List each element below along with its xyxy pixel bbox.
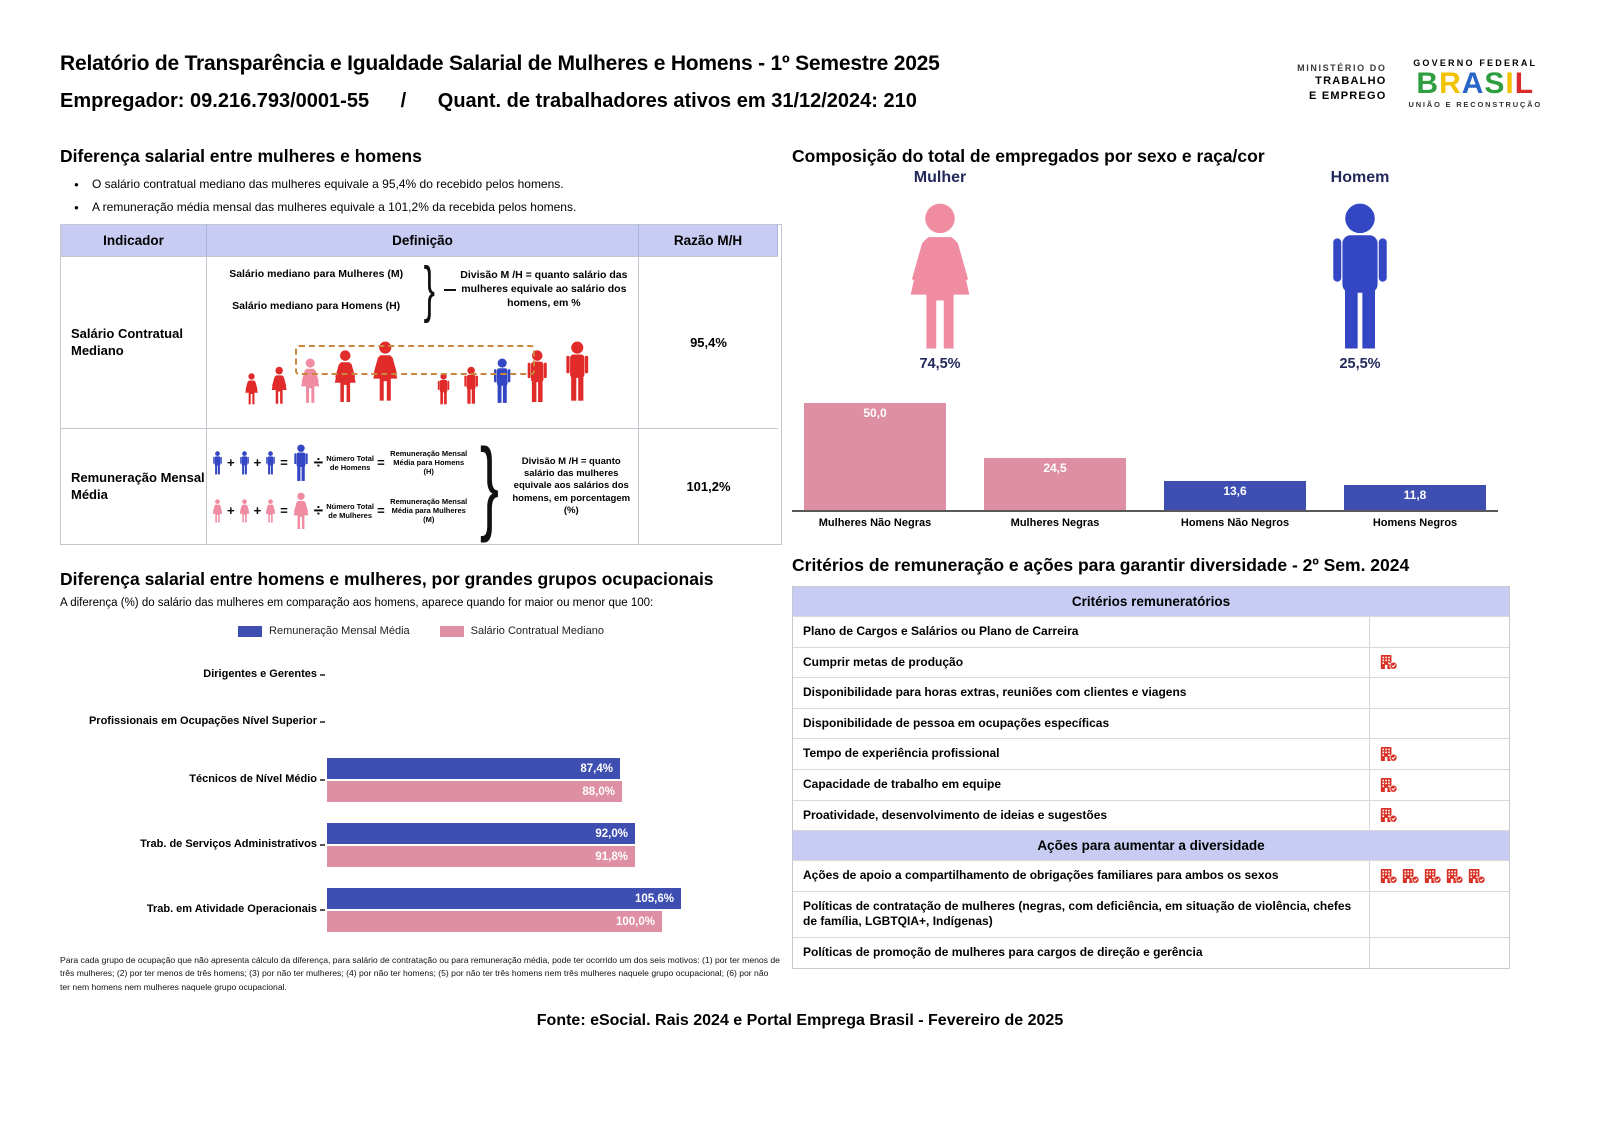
employer-id: Empregador: 09.216.793/0001-55 (60, 90, 370, 112)
criteria-icons (1369, 739, 1509, 769)
composition-bar: 24,5 (984, 458, 1126, 510)
brasil-letter: S (1484, 67, 1506, 100)
criteria-row (793, 800, 1509, 831)
composition-category: Mulheres Negras (1010, 517, 1100, 529)
formula-divisor: Número Total de Homens (326, 453, 375, 472)
criteria-row (793, 769, 1509, 800)
male-person-icon (291, 444, 311, 482)
mean-formula-diagram (211, 444, 470, 530)
occupation-label: Profissionais em Ocupações Nível Superior (88, 714, 317, 727)
criteria-row (793, 677, 1509, 708)
female-person-icon (238, 499, 251, 523)
company-check-icon (1380, 868, 1398, 884)
people-size-comparison (243, 325, 603, 409)
composition-bar: 13,6 (1164, 481, 1306, 510)
female-icon (820, 197, 1060, 352)
source-footer: Fonte: eSocial. Rais 2024 e Portal Emprega Brasil - Fevereiro de 2025 (536, 1012, 1064, 1029)
criteria-icons (1369, 678, 1509, 708)
criteria-row (793, 738, 1509, 769)
bar-mediano: 100,0% (327, 911, 662, 932)
criteria-row (793, 616, 1509, 647)
formula-result: Remuneração Mensal Média para Mulheres (M) (390, 497, 468, 524)
criteria-label: Cumprir metas de produção (803, 654, 964, 669)
female-person-icon (269, 362, 289, 409)
criteria-label: Disponibilidade para horas extras, reuniões com clientes e viagens (803, 685, 1187, 700)
composition-category: Homens Não Negros (1180, 517, 1290, 529)
male-icon (1240, 197, 1480, 352)
axis-tick (320, 909, 325, 911)
company-check-icon (1468, 868, 1486, 884)
col-header-indicador: Indicador (61, 225, 207, 256)
page-title: Relatório de Transparência e Igualdade Salarial de Mulheres e Homens - 1º Semestre 2025 (60, 52, 940, 75)
right-column (792, 146, 1522, 969)
criteria-label: Ações de apoio a compartilhamento de obrigações familiares para ambos os sexos (803, 868, 1279, 883)
female-block (820, 169, 1060, 372)
ministry-line-2: TRABALHO (1315, 75, 1387, 88)
criteria-label: Disponibilidade de pessoa em ocupações específicas (803, 715, 1110, 730)
active-workers: Quant. de trabalhadores ativos em 31/12/2024: 210 (437, 90, 917, 112)
formula-row: + + = ÷ Número Total de Homens = Remuneração Mensal Média para Homens (H) (211, 444, 470, 482)
composition-bars (792, 403, 1498, 512)
female-percentage: 74,5% (919, 356, 961, 372)
male-percentage: 25,5% (1339, 356, 1381, 372)
employer-line (60, 90, 940, 113)
occupation-bars (327, 888, 681, 932)
occupation-row (60, 651, 782, 698)
criteria-label: Tempo de experiência profissional (803, 746, 1000, 761)
label-median-men: Salário mediano para Homens (H) (232, 299, 401, 312)
bullet-item: ● O salário contratual mediano das mulheres equivale a 95,4% do recebido pelos homens. (74, 177, 782, 191)
brace-connector (444, 289, 456, 291)
occupation-label: Trab. de Serviços Administrativos (140, 838, 317, 851)
left-column (60, 146, 782, 994)
composition-category: Homens Negros (1372, 517, 1458, 529)
criteria-section-header: Critérios remuneratórios (793, 587, 1509, 616)
criteria-icons (1369, 892, 1509, 937)
definition-mean-remuneration (207, 428, 639, 544)
male-block (1240, 169, 1480, 372)
legend-label: Salário Contratual Mediano (470, 625, 604, 637)
bar-mediano: 88,0% (327, 781, 622, 802)
indicator-table (60, 224, 782, 545)
company-check-icon (1380, 807, 1398, 823)
company-check-icon (1380, 746, 1398, 762)
occupation-row (60, 880, 782, 940)
criteria-section-header: Ações para aumentar a diversidade (793, 830, 1509, 860)
brasil-letter: A (1461, 67, 1485, 100)
female-person-icon (211, 499, 224, 523)
male-person-icon (561, 334, 594, 409)
report-header (60, 52, 940, 113)
composition-bar-chart (792, 403, 1498, 529)
bar-mediano: 91,8% (327, 846, 635, 867)
company-check-icon (1380, 777, 1398, 793)
company-check-icon (1424, 868, 1442, 884)
criteria-row (793, 937, 1509, 968)
ratio-median: 95,4% (639, 256, 778, 428)
axis-tick (320, 674, 325, 676)
female-label: Mulher (913, 169, 967, 186)
median-division-note: Divisão M /H = quanto salário das mulheres equivale ao salário dos homens, em % (460, 269, 628, 309)
occupational-footnote: Para cada grupo de ocupação que não apresenta cálculo da diferença, para salário de contratação ou para remuneração média, pode ter ocorrido um dos seis motivos: (1) por ter menos de três mulheres; (2) por ter menos de três homens; (3) por não ter mulheres; (4) por não ter homens; (5) por não ter três homens nem três mulheres naquele grupo ocupacional; (6) por não ter nem homens nem mulheres naquele grupo ocupacional. (60, 955, 780, 992)
occupational-title: Diferença salarial entre homens e mulheres, por grandes grupos ocupacionais (60, 569, 714, 589)
brace-glyph: } (423, 255, 436, 324)
occupation-label: Dirigentes e Gerentes (203, 667, 317, 680)
criteria-icons (1369, 770, 1509, 800)
occupation-bars (327, 758, 622, 802)
axis-tick (320, 721, 325, 723)
legend-swatch (440, 626, 464, 637)
brasil-letter: R (1439, 67, 1462, 100)
brasil-letter: B (1416, 67, 1440, 100)
label-median-women: Salário mediano para Mulheres (M) (229, 267, 404, 280)
brasil-logo (1408, 68, 1542, 100)
male-label: Homem (1330, 169, 1390, 186)
occupational-legend (60, 625, 782, 637)
occupation-row (60, 750, 782, 810)
indicator-mean-remuneration: Remuneração Mensal Média (61, 428, 207, 544)
composition-category: Mulheres Não Negras (818, 517, 932, 529)
gov-federal-logo (1408, 58, 1542, 109)
formula-divisor: Número Total de Mulheres (326, 501, 375, 520)
composition-categories (792, 517, 1498, 529)
company-check-icon (1380, 654, 1398, 670)
brace-glyph: } (479, 427, 499, 544)
mean-division-note: Divisão M /H = quanto salário das mulheres equivale aos salários dos homens, em porcentagem (%) (512, 455, 631, 517)
axis-tick (320, 779, 325, 781)
criteria-title: Critérios de remuneração e ações para garantir diversidade - 2º Sem. 2024 (792, 555, 1410, 575)
col-header-razao: Razão M/H (639, 225, 778, 256)
brasil-letter: I (1505, 67, 1515, 100)
ministry-line-3: E EMPREGO (1309, 90, 1387, 103)
ministry-line-1: MINISTÉRIO DO (1297, 63, 1387, 74)
company-check-icon (1402, 868, 1420, 884)
formula-result: Remuneração Mensal Média para Homens (H) (390, 449, 468, 476)
criteria-icons (1369, 617, 1509, 647)
male-person-icon (435, 369, 452, 409)
occupational-subtitle: A diferença (%) do salário das mulheres em comparação aos homens, aparece quando for maior ou menor que 100: (60, 597, 654, 609)
composition-bar: 11,8 (1344, 485, 1486, 510)
female-person-icon (264, 499, 277, 523)
male-person-icon (264, 451, 277, 475)
occupation-label: Técnicos de Nível Médio (189, 773, 317, 786)
criteria-icons (1369, 648, 1509, 678)
legend-swatch (238, 626, 262, 637)
axis-tick (320, 844, 325, 846)
definition-median-salary (207, 256, 639, 428)
occupation-row (60, 698, 782, 745)
criteria-row (793, 860, 1509, 891)
criteria-row (793, 708, 1509, 739)
median-highlight-box (295, 345, 535, 375)
company-check-icon (1446, 868, 1464, 884)
criteria-label: Plano de Cargos e Salários ou Plano de Carreira (803, 624, 1079, 638)
male-person-icon (211, 451, 224, 475)
salary-diff-bullets (74, 177, 782, 214)
bar-mensal: 87,4% (327, 758, 620, 779)
female-person-icon (243, 369, 260, 409)
bar-mensal: 92,0% (327, 823, 635, 844)
gov-logo-bottom: UNIÃO E RECONSTRUÇÃO (1408, 99, 1542, 109)
brasil-letter: L (1514, 67, 1535, 100)
col-header-definicao: Definição (207, 225, 639, 256)
occupation-row (60, 815, 782, 875)
salary-diff-title: Diferença salarial entre mulheres e homens (60, 146, 422, 166)
criteria-icons (1369, 861, 1509, 891)
criteria-icons (1369, 801, 1509, 831)
female-person-icon (900, 202, 980, 352)
brand-block (1297, 58, 1542, 109)
gov-logo-top: GOVERNO FEDERAL (1413, 58, 1538, 68)
criteria-icons (1369, 938, 1509, 968)
bar-mensal: 105,6% (327, 888, 681, 909)
legend-item (238, 625, 410, 637)
legend-label: Remuneração Mensal Média (269, 625, 410, 637)
criteria-label: Proatividade, desenvolvimento de ideias e sugestões (803, 807, 1108, 822)
criteria-icons (1369, 709, 1509, 739)
criteria-row (793, 647, 1509, 678)
criteria-label: Capacidade de trabalho em equipe (803, 776, 1002, 791)
separator: / (400, 90, 407, 112)
occupational-bar-chart (60, 651, 782, 940)
definition-median-diagram (213, 255, 632, 324)
criteria-label: Políticas de promoção de mulheres para cargos de direção e gerência (803, 944, 1203, 959)
indicator-median-salary: Salário Contratual Mediano (61, 256, 207, 428)
legend-item (440, 625, 604, 637)
male-person-icon (238, 451, 251, 475)
occupation-bars (327, 823, 635, 867)
formula-row: + + = ÷ Número Total de Mulheres = Remuneração Mensal Média para Mulheres (M) (211, 492, 470, 530)
male-person-icon (1320, 202, 1400, 352)
ministry-logo (1297, 62, 1386, 104)
female-person-icon (291, 492, 311, 530)
occupation-label: Trab. em Atividade Operacionais (146, 903, 317, 916)
criteria-table (792, 586, 1510, 969)
bullet-item: ● A remuneração média mensal das mulheres equivale a 101,2% da recebida pelos homens. (74, 200, 782, 214)
composition-bar: 50,0 (804, 403, 946, 510)
criteria-row (793, 891, 1509, 937)
ratio-mean: 101,2% (639, 428, 778, 544)
composition-title: Composição do total de empregados por sexo e raça/cor (792, 146, 1265, 166)
gender-figures (792, 169, 1522, 387)
criteria-label: Políticas de contratação de mulheres (negras, com deficiência, em situação de violência, chefes de família, LGBTQIA+, Indígenas) (803, 898, 1352, 929)
